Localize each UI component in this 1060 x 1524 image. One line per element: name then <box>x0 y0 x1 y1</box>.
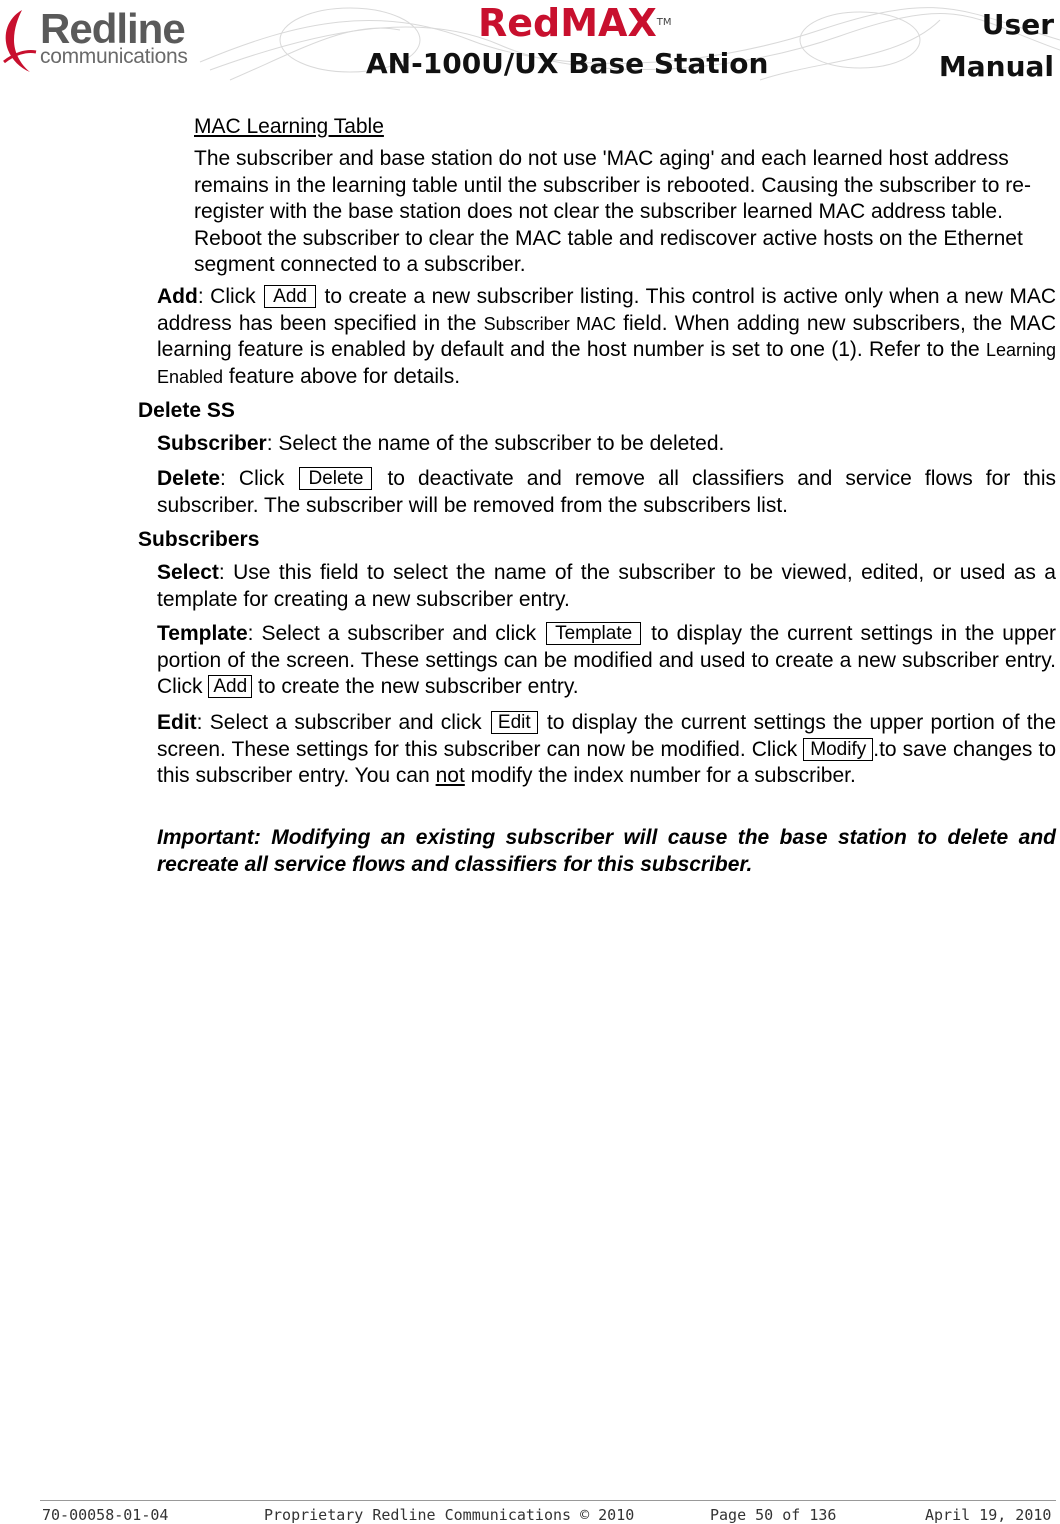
page-header <box>0 0 1060 86</box>
important-note: Important: Modifying an existing subscriber will cause the base station to delete and recreate all service flows and classifiers for this subscriber. <box>157 826 1056 876</box>
edit-text-post: modify the index number for a subscriber. <box>464 764 856 787</box>
add-text-mid2: field. When adding new subscribers, the MAC learning feature is enabled by default and the host number is set to one (1). Refer to the <box>157 311 1056 361</box>
footer-page-number: Page 50 of 136 <box>710 1506 837 1524</box>
delete-text-post: to deactivate and remove all classifiers and service flows for this subscriber. The subscriber will be removed from the subscribers list. <box>157 467 1057 517</box>
mac-learning-title: MAC Learning Table <box>194 115 384 138</box>
subscriber-mac-field-ref: Subscriber MAC <box>483 313 617 334</box>
select-description <box>157 560 1056 613</box>
template-text-post: to create the new subscriber entry. <box>252 675 579 698</box>
subscribers-heading: Subscribers <box>138 528 260 551</box>
edit-description <box>157 710 1056 790</box>
select-text: : Use this field to select the name of the subscriber to be viewed, edited, or used as a template for creating a new subscriber entry. <box>157 561 1056 611</box>
subscriber-term: Subscriber <box>157 432 267 455</box>
add-description <box>157 284 1056 390</box>
logo-wordmark: Redline <box>40 5 185 52</box>
subscriber-description <box>157 431 1056 458</box>
delete-text-pre: : Click <box>220 467 298 490</box>
footer-divider <box>40 1500 1056 1501</box>
edit-text-mid: to display the current settings the upper portion of the screen. These settings for this subscriber can now be modified. Click <box>157 711 1056 761</box>
edit-text-mid2: .to save changes to this subscriber entry. You can <box>157 737 1056 787</box>
document-type <box>939 4 1054 88</box>
add-text-pre: : Click <box>197 285 263 308</box>
subscriber-text: : Select the name of the subscriber to be deleted. <box>266 432 725 455</box>
delete-button-ref: Delete <box>299 467 372 490</box>
edit-term: Edit <box>157 711 197 734</box>
logo-subtitle: communications <box>40 45 188 68</box>
mac-learning-text: The subscriber and base station do not use 'MAC aging' and each learned host address remains in the learning table until the subscriber is rebooted. Causing the subscriber to re-register with the base station does not clear the subscriber learned MAC address table. Reboot the subscriber to clear the MAC table and rediscover active hosts on the Ethernet segment connected to a subscriber. <box>194 147 1031 276</box>
learning-enabled-ref: Learning Enabled <box>157 340 1056 387</box>
template-text-mid: to display the current settings in the upper portion of the screen. These settings can be modified and used to create a new subscriber entry. Click <box>157 622 1056 698</box>
doc-type-line2: Manual <box>938 50 1054 83</box>
footer-date: April 19, 2010 <box>925 1506 1052 1524</box>
add-text-mid: to create a new subscriber listing. This control is active only when a new MAC address has been specified in the <box>157 285 1056 335</box>
edit-text-pre: : Select a subscriber and click <box>196 711 489 734</box>
brand-trademark: TM <box>656 17 672 28</box>
select-term: Select <box>157 561 219 584</box>
add-text-post: feature above for details. <box>223 364 461 388</box>
delete-description <box>157 466 1056 519</box>
add-button-ref: Add <box>264 285 316 308</box>
template-add-button-ref: Add <box>208 675 252 698</box>
redmax-brand <box>478 2 672 44</box>
brand-red: Red <box>478 1 561 45</box>
modify-button-ref: Modify <box>803 738 873 761</box>
delete-ss-heading: Delete SS <box>138 399 235 422</box>
delete-term: Delete <box>157 467 221 490</box>
template-button-ref: Template <box>546 622 641 645</box>
template-term: Template <box>157 622 248 645</box>
edit-button-ref: Edit <box>491 711 538 734</box>
product-title: AN-100U/UX Base Station <box>366 47 769 80</box>
footer-doc-number: 70-00058-01-04 <box>42 1506 169 1524</box>
doc-type-line1: User <box>981 8 1054 41</box>
template-text-pre: : Select a subscriber and click <box>247 622 545 645</box>
add-term: Add <box>157 285 198 308</box>
redline-logo <box>0 4 200 76</box>
footer-proprietary: Proprietary Redline Communications © 2010 <box>264 1506 635 1524</box>
not-emphasis: not <box>435 764 465 787</box>
redline-swoosh-icon <box>0 4 40 76</box>
brand-max: MAX <box>560 1 657 45</box>
template-description <box>157 621 1056 701</box>
